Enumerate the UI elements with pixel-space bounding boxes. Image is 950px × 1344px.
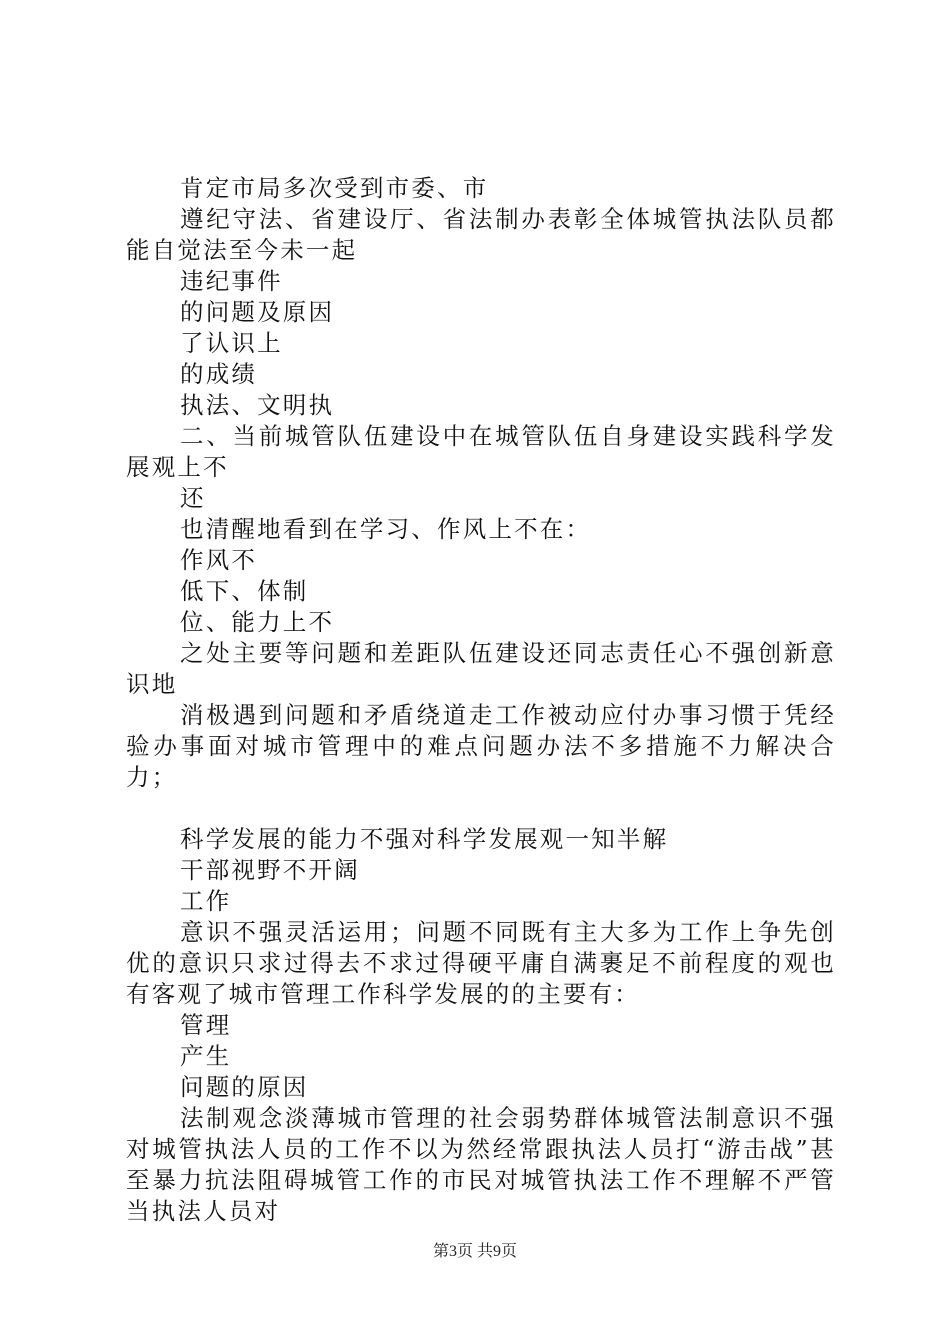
paragraph: 科学发展的能力不强对科学发展观一知半解 [180,825,669,853]
paragraph: 意识不强灵活运用；问题不同既有主大多为工作上争先创优的意识只求过得去不求过得硬平庸自满裹足不前程度的观也有客观了城市管理工作科学发展的的主要有： [126,918,836,1008]
paragraph: 低下、体制 [180,577,309,605]
page-indicator: 第3页 共9页 [432,1243,517,1260]
paragraph: 了认识上 [180,329,283,357]
paragraph: 违纪事件 [180,267,283,295]
paragraph: 管理 [180,1011,232,1039]
paragraph: 干部视野不开阔 [180,856,360,884]
paragraph: 工作 [180,887,232,915]
paragraph: 产生 [180,1042,232,1070]
paragraph: 的成绩 [180,360,258,388]
paragraph: 也清醒地看到在学习、作风上不在： [180,515,592,543]
document-body [126,173,836,1227]
page-footer [0,1241,950,1263]
paragraph: 还 [180,484,206,512]
paragraph: 法制观念淡薄城市管理的社会弱势群体城管法制意识不强对城管执法人员的工作不以为然经常跟执法人员打“游击战”甚至暴力抗法阻碍城管工作的市民对城管执法工作不理解不严管当执法人员对 [126,1104,836,1225]
paragraph: 之处主要等问题和差距队伍建设还同志责任心不强创新意识地 [126,639,836,698]
paragraph: 消极遇到问题和矛盾绕道走工作被动应付办事习惯于凭经验办事面对城市管理中的难点问题办法不多措施不力解决合力； [126,701,836,791]
paragraph: 作风不 [180,546,258,574]
paragraph: 二、当前城管队伍建设中在城管队伍自身建设实践科学发展观上不 [126,422,836,481]
paragraph: 位、能力上不 [180,608,335,636]
paragraph: 肯定市局多次受到市委、市 [180,174,489,202]
paragraph: 遵纪守法、省建设厅、省法制办表彰全体城管执法队员都能自觉法至今未一起 [126,205,836,264]
paragraph: 问题的原因 [180,1073,309,1101]
paragraph: 的问题及原因 [180,298,335,326]
paragraph-spacer [126,793,836,824]
paragraph: 执法、文明执 [180,391,335,419]
